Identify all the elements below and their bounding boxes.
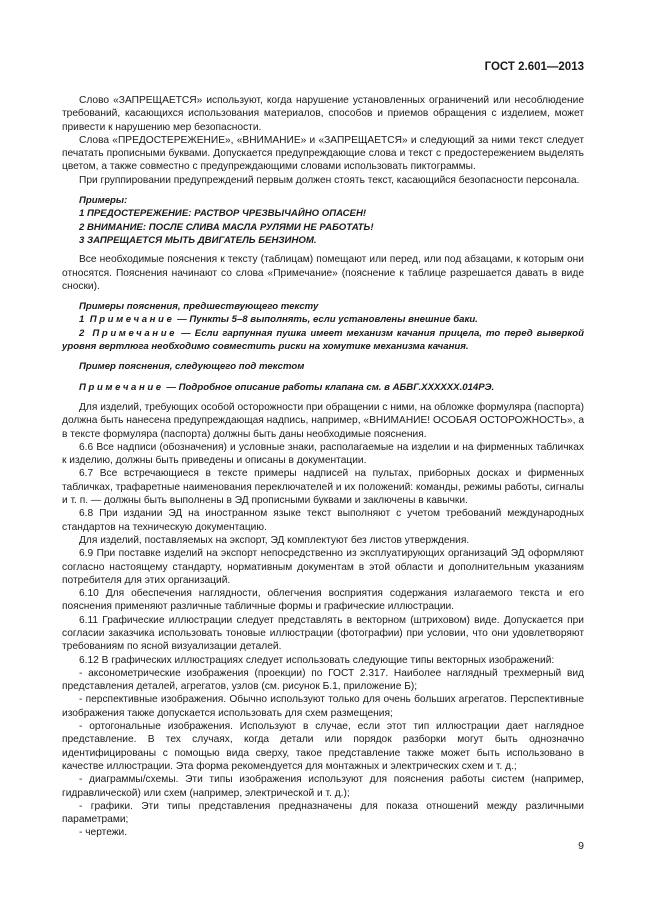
paragraph: Слово «ЗАПРЕЩАЕТСЯ» используют, когда нарушение установленных ограничений или несоблюдение требований, касающихся использования материалов, способов и приемов обращения с изделием, может привести к нарушению мер безопасности. [62, 95, 584, 133]
list-item: - аксонометрические изображения (проекции) по ГОСТ 2.317. Наиболее наглядный трехмерный вид представления деталей, агрегатов, узлов (см. рисунок Б.1, приложение Б); [62, 667, 584, 693]
note-word: Примечание [92, 327, 178, 339]
page-number: 9 [578, 840, 584, 852]
clause-6-10: 6.10 Для обеспечения наглядности, облегчения восприятия содержания излагаемого текста и его пояснения применяют различные табличные формы и графические иллюстрации. [62, 588, 584, 613]
paragraph: При группировании предупреждений первым должен стоять текст, касающийся безопасности персонала. [79, 174, 580, 186]
clause-6-11: 6.11 Графические иллюстрации следует представлять в векторном (штриховом) виде. Допускается при согласии заказчика использовать тоновые иллюстрации (фотографии) при условии, что они удовлетворяют требованиям по ясной визуализации деталей. [62, 614, 584, 653]
notes-title: Пример пояснения, следующего под текстом [79, 361, 305, 373]
list-item: - графики. Эти типы представления предназначены для показа отношений между различными параметрами; [62, 800, 584, 826]
notes-before-examples [62, 300, 584, 353]
note-word: Примечание [79, 381, 164, 393]
note-item [62, 327, 584, 354]
list-item: - ортогональные изображения. Используют в случае, если этот тип иллюстрации дает наглядное представление. В тех случаях, когда детали или порядок разборки могут быть однозначно идентифицированы с помощью вида сверху, такое представление также может быть использовано в качестве иллюстрации. Эта форма рекомендуется для монтажных и электрических схем и т. д.; [62, 721, 584, 772]
example-item: 1 ПРЕДОСТЕРЕЖЕНИЕ: РАСТВОР ЧРЕЗВЫЧАЙНО ОПАСЕН! [79, 208, 367, 220]
paragraph: Для изделий, требующих особой осторожности при обращении с ними, на обложке формуляра (паспорта) должна быть нанесена предупреждающая надпись, например, «ВНИМАНИЕ! ОСОБАЯ ОСТОРОЖНОСТЬ», а в тексте формуляра (паспорта) должны быть даны необходимые пояснения. [62, 401, 584, 440]
example-item: 2 ВНИМАНИЕ: ПОСЛЕ СЛИВА МАСЛА РУЛЯМИ НЕ РАБОТАТЬ! [79, 221, 374, 233]
clause-6-12: 6.12 В графических иллюстрациях следует использовать следующие типы векторных изображений: [79, 654, 555, 666]
notes-after-example [62, 360, 584, 394]
document-header: ГОСТ 2.601—2013 [484, 61, 584, 73]
list-item: - чертежи. [79, 827, 128, 839]
example-item: 3 ЗАПРЕЩАЕТСЯ МЫТЬ ДВИГАТЕЛЬ БЕНЗИНОМ. [79, 234, 317, 246]
note-word: Примечание [89, 314, 175, 326]
paragraph: Для изделий, поставляемых на экспорт, ЭД комплектуют без листов утверждения. [79, 534, 470, 546]
note-text: — Подробное описание работы клапана см. в АБВГ.XXXXXX.014РЭ. [163, 381, 495, 393]
clause-6-6: 6.6 Все надписи (обозначения) и условные знаки, располагаемые на изделии и на фирменных табличках к изделию, должны быть приведены и описаны в документации. [62, 441, 584, 467]
page-body [62, 94, 584, 840]
warning-examples [62, 194, 584, 247]
list-item: - перспективные изображения. Обычно используют только для очень больших агрегатов. Перспективные изображения также допускается использовать для схем размещения; [62, 694, 584, 719]
note-text: — Если гарпунная пушка имеет механизм качания прицела, то перед выверкой уровня вертлюга необходимо совместить риски на хомутике механизма качания. [62, 327, 584, 353]
clause-6-8: 6.8 При издании ЭД на иностранном языке текст выполняют с учетом требований международных стандартов на техническую документацию. [62, 508, 584, 533]
note-text: — Пункты 5–8 выполнять, если установлены внешние баки. [174, 314, 478, 326]
clause-6-9: 6.9 При поставке изделий на экспорт непосредственно из эксплуатирующих организаций ЭД оформляют согласно настоящему стандарту, нормативным документам в этой области и дополнительным указаниям потребителя для этих организаций. [62, 548, 584, 586]
clause-6-7: 6.7 Все встречающиеся в тексте примеры надписей на пультах, приборных досках и фирменных табличках, трафаретные наименования переключателей и их положений: команды, режимы работы, сигналы и т. п. — должны быть выполнены в ЭД прописными буквами и заключены в кавычки. [62, 468, 584, 507]
note-number: 2 [79, 327, 85, 339]
paragraph: Все необходимые пояснения к тексту (таблицам) помещают или перед, или под абзацами, к которым они относятся. Пояснения начинают со слова «Примечание» (пояснение к таблице разрешается давать в виде сноски). [62, 254, 584, 292]
notes-title: Примеры пояснения, предшествующего тексту [79, 301, 319, 313]
note-number: 1 [79, 314, 85, 326]
examples-title: Примеры: [79, 195, 128, 207]
list-item: - диаграммы/схемы. Эти типы изображения используют для пояснения работы систем (например, гидравлической) или схем (например, электрической и т. д.); [62, 774, 584, 799]
note-item [62, 313, 584, 326]
note-item [62, 381, 584, 394]
paragraph: Слова «ПРЕДОСТЕРЕЖЕНИЕ», «ВНИМАНИЕ» и «ЗАПРЕЩАЕТСЯ» и следующий за ними текст следует печатать прописными буквами. Допускается предупреждающие слова и текст с предостережением выделять цветом, а также совместно с предупреждающими словами использовать пиктограммы. [62, 134, 584, 173]
